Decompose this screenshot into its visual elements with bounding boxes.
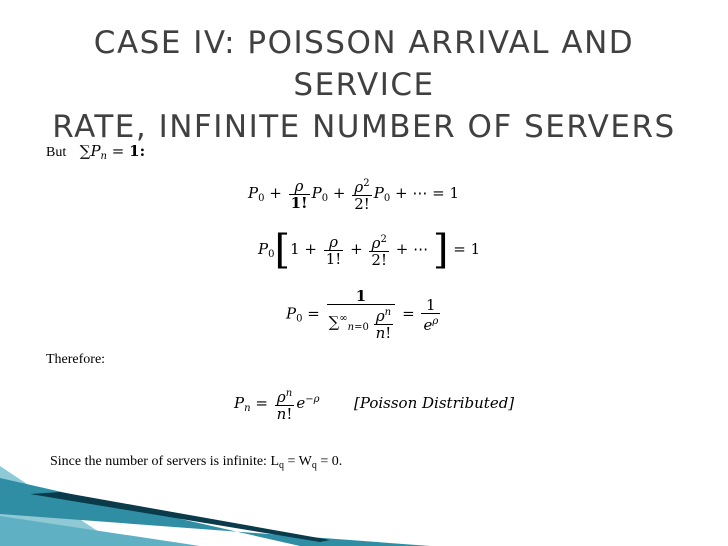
factored-equation: $P_0[1$ + $\frac{\rho}{1!}$ + $\frac{\rho^2}{2!}$ + ⋯ ] = 1 — [258, 227, 481, 273]
title-line-2: RATE, INFINITE NUMBER OF SERVERS — [52, 109, 676, 145]
series-equation: $P_0$ + $\frac{\rho}{1!}$ $P_0$ + $\frac{\rho^2}{2!}$ $P_0$ + ⋯ = 1 — [248, 176, 459, 213]
p0-equation: $P_0$ = 1 $\sum^\infty_{n=0}$ $\frac{\rho^n}{n!}$ = $\frac{1}{e^\rho}$ — [286, 287, 439, 342]
but-line — [46, 142, 145, 162]
conclusion-prefix: Since the number of servers is infinite: L — [50, 454, 279, 469]
but-label: But — [46, 145, 67, 160]
sum-condition-formula: $\sum P_n = 1$: — [79, 142, 146, 162]
pn-equation: $P_n$ = $\frac{\rho^n}{n!}$ $e^{-\rho}$ — [234, 388, 320, 423]
slide-title — [20, 22, 708, 148]
conclusion-suffix: = 0. — [316, 454, 343, 469]
title-line-1: CASE IV: POISSON ARRIVAL AND SERVICE — [93, 25, 635, 103]
poisson-note: [Poisson Distributed] — [354, 394, 515, 412]
decorative-swoosh — [0, 456, 440, 546]
conclusion-sub-q1: q — [279, 460, 284, 471]
therefore-label: Therefore: — [46, 352, 106, 367]
conclusion-mid: = W — [284, 454, 312, 469]
conclusion-sub-q2: q — [311, 460, 317, 471]
